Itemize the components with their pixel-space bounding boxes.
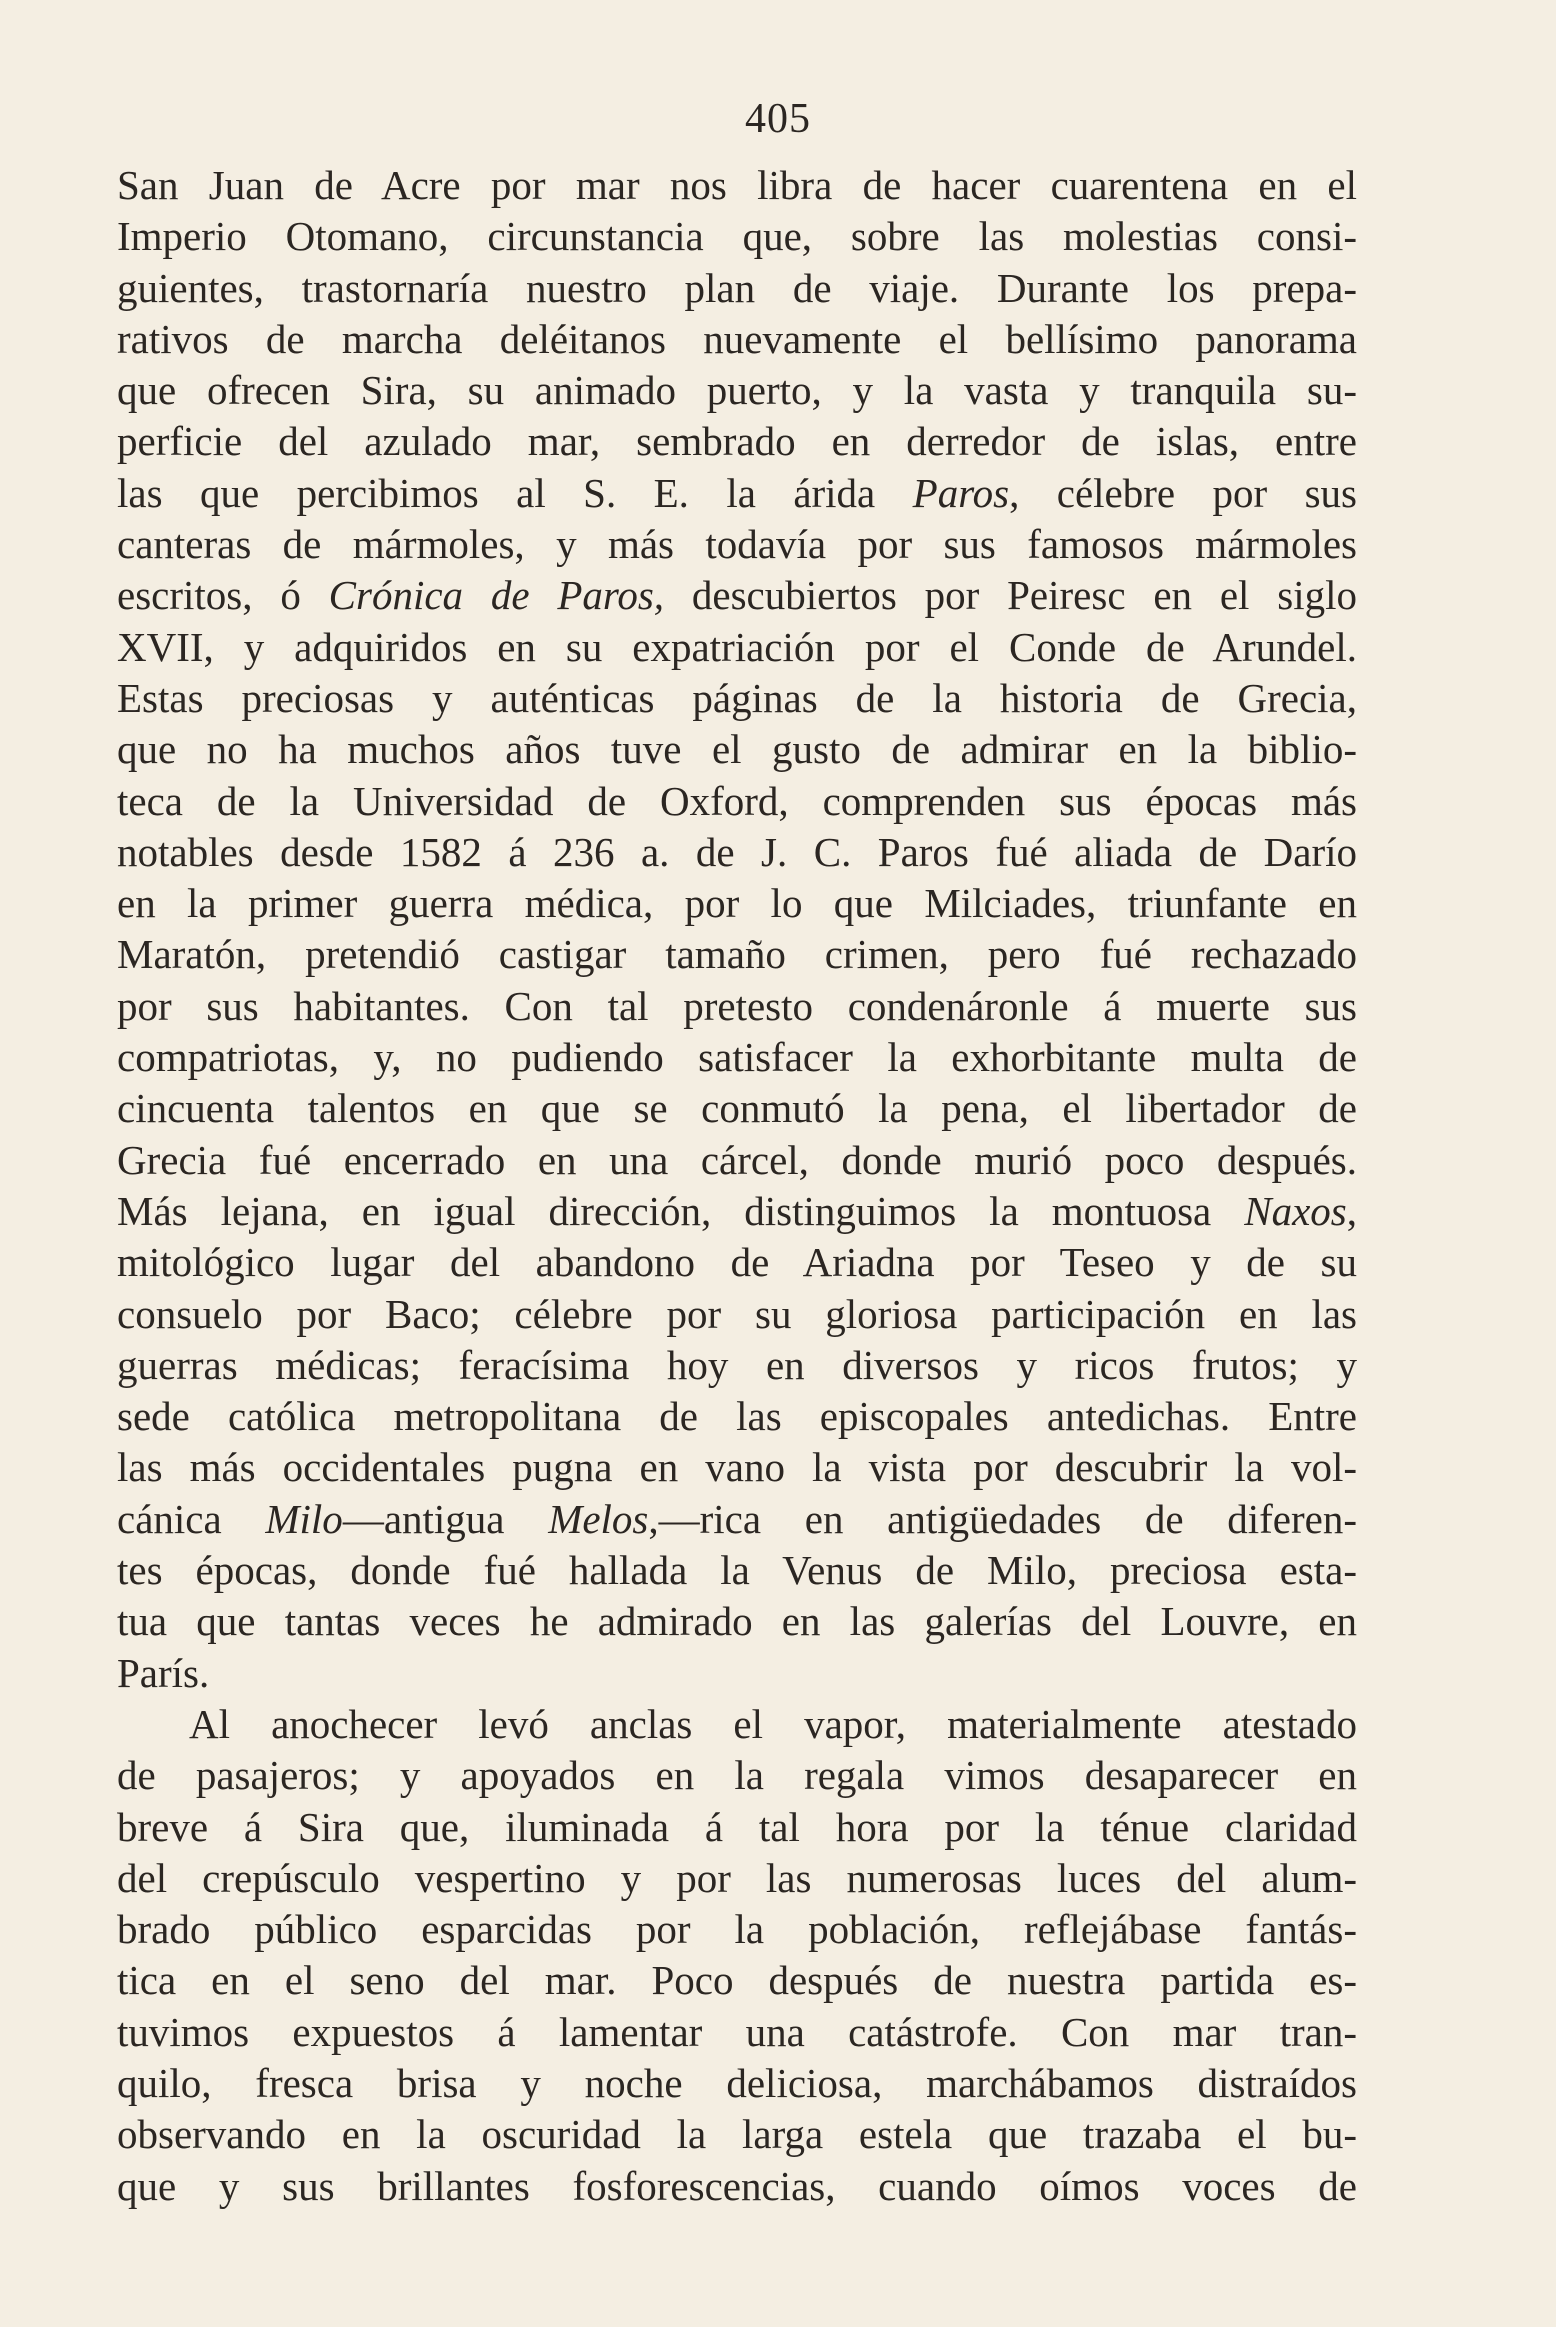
text-segment: brado público esparcidas por la población, reflejábase fantás-: [117, 1906, 1357, 1953]
text-line: [117, 1802, 1357, 1853]
text-segment: XVII, y adquiridos en su expatriación por el Conde de Arundel.: [117, 623, 1357, 670]
text-segment: perficie del azulado mar, sembrado en derredor de islas, entre: [117, 418, 1357, 465]
text-line: [117, 1442, 1357, 1493]
text-segment: Más lejana, en igual dirección, distinguimos la montuosa: [117, 1187, 1245, 1234]
text-line: [117, 622, 1357, 673]
text-segment: ,—rica en antigüedades de diferen-: [648, 1495, 1357, 1542]
text-line: [117, 1545, 1357, 1596]
text-segment: guerras médicas; feracísima hoy en diversos y ricos frutos; y: [117, 1341, 1357, 1388]
text-segment: las que percibimos al S. E. la árida: [117, 469, 913, 516]
text-line: [117, 878, 1357, 929]
text-segment: Al anochecer levó anclas el vapor, materialmente atestado: [189, 1700, 1357, 1747]
text-segment: de pasajeros; y apoyados en la regala vimos desaparecer en: [117, 1752, 1357, 1799]
text-line: [117, 2109, 1357, 2160]
text-segment: guientes, trastornaría nuestro plan de viaje. Durante los prepa-: [117, 264, 1357, 311]
text-segment: en la primer guerra médica, por lo que Milciades, triunfante en: [117, 880, 1357, 927]
text-line: [117, 314, 1357, 365]
text-line: [117, 468, 1357, 519]
text-line: [117, 1596, 1357, 1647]
text-segment: —antigua: [342, 1495, 549, 1542]
text-segment: Maratón, pretendió castigar tamaño crimen, pero fué rechazado: [117, 931, 1357, 978]
text-line: [117, 929, 1357, 980]
text-line: [117, 673, 1357, 724]
text-line: [117, 1289, 1357, 1340]
text-segment: París.: [117, 1649, 210, 1696]
text-segment: tica en el seno del mar. Poco después de nuestra partida es-: [117, 1957, 1357, 2004]
text-line: [117, 570, 1357, 621]
text-line: [117, 519, 1357, 570]
page-number: 405: [745, 96, 811, 142]
text-line: [117, 160, 1357, 211]
italic-text: Milo: [265, 1495, 343, 1542]
text-line: [117, 776, 1357, 827]
text-line: [117, 1032, 1357, 1083]
body-text: [117, 160, 1357, 2212]
text-line: [117, 1853, 1357, 1904]
text-segment: por sus habitantes. Con tal pretesto condenáronle á muerte sus: [117, 982, 1357, 1029]
text-segment: observando en la oscuridad la larga estela que trazaba el bu-: [117, 2111, 1357, 2158]
text-line: [117, 263, 1357, 314]
text-segment: Imperio Otomano, circunstancia que, sobre las molestias consi-: [117, 213, 1357, 260]
text-line: [117, 365, 1357, 416]
text-segment: teca de la Universidad de Oxford, comprenden sus épocas más: [117, 777, 1357, 824]
text-line: [117, 1750, 1357, 1801]
text-segment: tuvimos expuestos á lamentar una catástrofe. Con mar tran-: [117, 2008, 1357, 2055]
text-segment: descubiertos por Peiresc en el siglo: [664, 572, 1357, 619]
text-line: [117, 724, 1357, 775]
text-line: [117, 1904, 1357, 1955]
text-segment: canteras de mármoles, y más todavía por sus famosos mármoles: [117, 521, 1357, 568]
text-line: [117, 1955, 1357, 2006]
text-segment: consuelo por Baco; célebre por su gloriosa participación en las: [117, 1290, 1357, 1337]
text-line: [117, 1186, 1357, 1237]
text-segment: ,: [1346, 1187, 1357, 1234]
text-segment: San Juan de Acre por mar nos libra de hacer cuarentena en el: [117, 162, 1357, 208]
text-segment: del crepúsculo vespertino y por las numerosas luces del alum-: [117, 1854, 1357, 1901]
text-segment: las más occidentales pugna en vano la vista por descubrir la vol-: [117, 1444, 1357, 1491]
text-line: [117, 416, 1357, 467]
italic-text: Paros: [912, 469, 1010, 516]
text-line: [117, 2007, 1357, 2058]
text-segment: sede católica metropolitana de las episcopales antedichas. Entre: [117, 1393, 1357, 1440]
text-line: [117, 1699, 1357, 1750]
text-line: [117, 1237, 1357, 1288]
text-line: [117, 1648, 1357, 1699]
text-line: [117, 827, 1357, 878]
text-line: [117, 2161, 1357, 2212]
text-segment: compatriotas, y, no pudiendo satisfacer la exhorbitante multa de: [117, 1034, 1357, 1081]
text-segment: tes épocas, donde fué hallada la Venus de Milo, preciosa esta-: [117, 1547, 1357, 1594]
text-segment: cincuenta talentos en que se conmutó la pena, el libertador de: [117, 1085, 1357, 1132]
text-line: [117, 981, 1357, 1032]
text-line: [117, 1340, 1357, 1391]
text-segment: breve á Sira que, iluminada á tal hora por la ténue claridad: [117, 1803, 1357, 1850]
text-segment: que y sus brillantes fosforescencias, cuando oímos voces de: [117, 2162, 1357, 2209]
text-line: [117, 2058, 1357, 2109]
text-segment: Estas preciosas y auténticas páginas de la historia de Grecia,: [117, 674, 1357, 721]
text-segment: escritos, ó: [117, 572, 329, 619]
text-line: [117, 1083, 1357, 1134]
text-segment: rativos de marcha deléitanos nuevamente el bellísimo panorama: [117, 315, 1357, 362]
text-segment: quilo, fresca brisa y noche deliciosa, marchábamos distraídos: [117, 2059, 1357, 2106]
text-segment: que ofrecen Sira, su animado puerto, y la vasta y tranquila su-: [117, 367, 1357, 414]
text-segment: que no ha muchos años tuve el gusto de admirar en la biblio-: [117, 726, 1357, 773]
text-segment: tua que tantas veces he admirado en las galerías del Louvre, en: [117, 1598, 1357, 1645]
italic-text: Naxos: [1244, 1187, 1347, 1234]
text-segment: , célebre por sus: [1009, 469, 1357, 516]
text-segment: Grecia fué encerrado en una cárcel, donde murió poco después.: [117, 1136, 1357, 1183]
text-line: [117, 1494, 1357, 1545]
text-segment: mitológico lugar del abandono de Ariadna por Teseo y de su: [117, 1239, 1357, 1286]
text-segment: notables desde 1582 á 236 a. de J. C. Paros fué aliada de Darío: [117, 828, 1357, 875]
text-line: [117, 1135, 1357, 1186]
text-line: [117, 211, 1357, 262]
italic-text: Crónica de Paros,: [328, 572, 665, 619]
text-segment: cánica: [117, 1495, 266, 1542]
italic-text: Melos: [548, 1495, 649, 1542]
text-line: [117, 1391, 1357, 1442]
